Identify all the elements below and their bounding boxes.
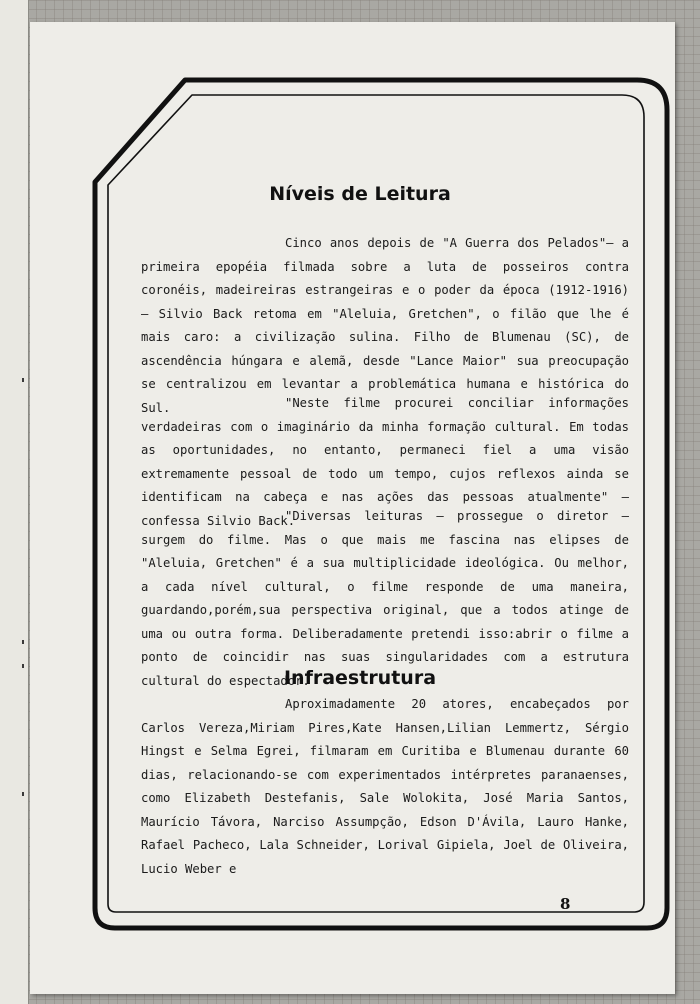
body-paragraph: Cinco anos depois de "A Guerra dos Pelados"— a primeira epopéia filmada sobre a luta de posseiros contra coronéis, madeireiras estrangeiras e o poder da época (1912-1916) — Silvio Back retoma em "Aleluia, Gretchen", o filão que lhe é mais caro: a civilização sulina. Filho de Blumenau (SC), de ascendência húngara e alemã, desde "Lance Maior" sua preocupação se centralizou em levantar a problemática humana e histórica do Sul. bbox=[141, 236, 629, 415]
adjacent-page-edge bbox=[0, 0, 29, 1004]
page-mark bbox=[22, 640, 24, 644]
page-mark bbox=[22, 792, 24, 796]
page-number: 8 bbox=[560, 895, 571, 913]
section-heading: Infraestrutura bbox=[283, 667, 437, 689]
body-paragraph: "Neste filme procurei conciliar informações verdadeiras com o imaginário da minha formação cultural. Em todas as oportunidades, no entanto, permaneci fiel a uma visão extremamente pessoal de todo um tempo, cujos reflexos ainda se identificam na cabeça e nas ações das pessoas atualmente" — confessa Silvio Back. bbox=[141, 396, 629, 528]
page-mark bbox=[22, 378, 24, 382]
body-paragraph: "Diversas leituras — prossegue o diretor — surgem do filme. Mas o que mais me fascina nas elipses de "Aleluia, Gretchen" é a sua multiplicidade ideológica. Ou melhor, a cada nível cultural, o filme responde de uma maneira, guardando,porém,sua perspectiva original, que a todos atinge de uma ou outra forma. Deliberadamente pretendi isso:abrir o filme a ponto de coincidir nas suas singularidades com a estrutura cultural do espectador. bbox=[141, 509, 629, 688]
page-mark bbox=[22, 664, 24, 668]
body-paragraph: Aproximadamente 20 atores, encabeçados por Carlos Vereza,Miriam Pires,Kate Hansen,Lilian Lemmertz, Sérgio Hingst e Selma Egrei, filmaram em Curitiba e Blumenau durante 60 dias, relacionando-se com experimentados intérpretes paranaenses, como Elizabeth Destefanis, Sale Wolokita, José Maria Santos, Maurício Távora, Narciso Assumpção, Edson D'Ávila, Lauro Hanke, Rafael Pacheco, Lala Schneider, Lorival Gipiela, Joel de Oliveira, Lucio Weber e bbox=[141, 697, 629, 876]
document-page bbox=[30, 22, 675, 994]
section-heading: Níveis de Leitura bbox=[269, 183, 451, 205]
